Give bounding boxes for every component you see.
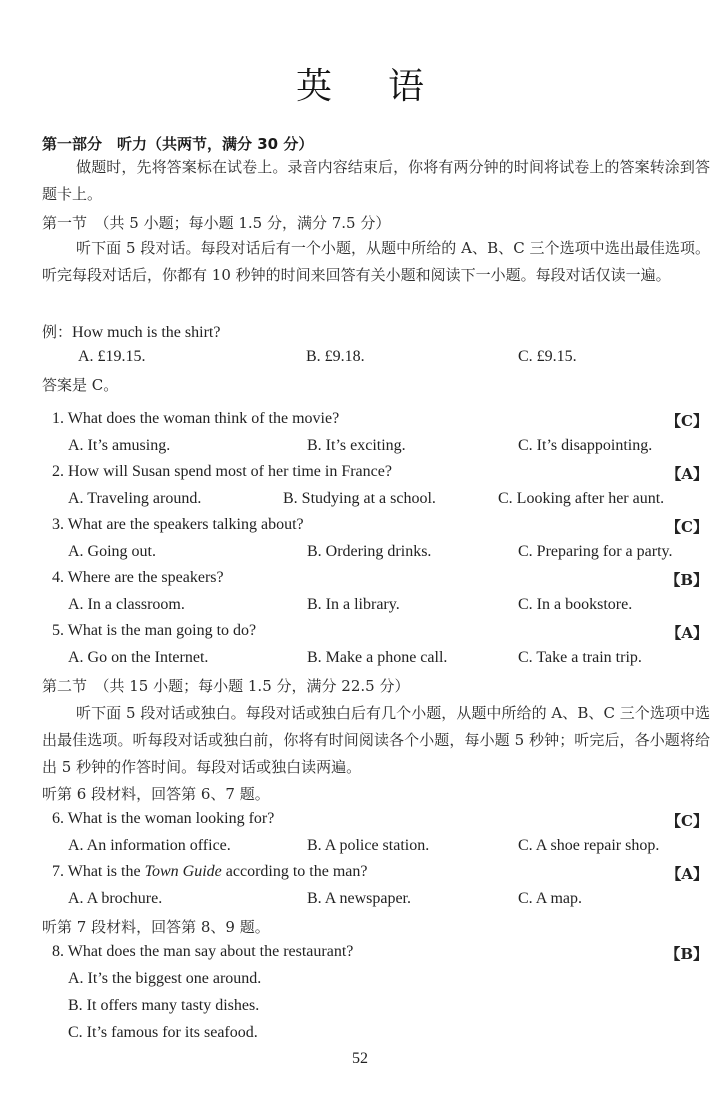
section1-instructions: 听下面 5 段对话。每段对话后有一个小题，从题中所给的 A、B、C 三个选项中选出最佳选项。听完每段对话后，你都有 10 秒钟的时间来回答有关小题和阅读下一小题。每段对话仅读一遍。 bbox=[42, 239, 710, 284]
answer-1: 【C】 bbox=[666, 412, 708, 430]
q1-option-c: C. It’s disappointing. bbox=[518, 437, 653, 454]
answer-4: 【B】 bbox=[665, 571, 708, 589]
q2-option-b: B. Studying at a school. bbox=[283, 490, 436, 507]
q3-option-b: B. Ordering drinks. bbox=[307, 543, 432, 560]
q5-option-a: A. Go on the Internet. bbox=[68, 649, 209, 666]
answer-2: 【A】 bbox=[666, 465, 708, 483]
q6-option-b: B. A police station. bbox=[307, 837, 430, 854]
page-title bbox=[0, 58, 720, 109]
section1-heading: 第一节 （共 5 小题；每小题 1.5 分，满分 7.5 分） bbox=[42, 214, 391, 232]
answer-6: 【C】 bbox=[666, 812, 708, 830]
question-6: 6. What is the woman looking for? bbox=[52, 810, 275, 827]
q8-option-a: A. It’s the biggest one around. bbox=[68, 970, 262, 987]
material-6-instruction: 听第 6 段材料，回答第 6、7 题。 bbox=[42, 785, 270, 803]
question-3: 3. What are the speakers talking about? bbox=[52, 516, 304, 533]
answer-7: 【A】 bbox=[666, 865, 708, 883]
q4-option-c: C. In a bookstore. bbox=[518, 596, 633, 613]
part1-heading: 第一部分 听力（共两节，满分 30 分） bbox=[42, 135, 314, 153]
example-option-a: A. £19.15. bbox=[78, 348, 146, 365]
question-8: 8. What does the man say about the restaurant? bbox=[52, 943, 354, 960]
example-answer: 答案是 C。 bbox=[42, 376, 119, 394]
q6-option-a: A. An information office. bbox=[68, 837, 231, 854]
q5-option-c: C. Take a train trip. bbox=[518, 649, 642, 666]
q4-option-a: A. In a classroom. bbox=[68, 596, 185, 613]
question-7: 7. What is the Town Guide according to the man? bbox=[52, 863, 368, 880]
example-option-b: B. £9.18. bbox=[306, 348, 365, 365]
title-char-1: 英 bbox=[295, 66, 332, 107]
question-4: 4. Where are the speakers? bbox=[52, 569, 224, 586]
question-2: 2. How will Susan spend most of her time in France? bbox=[52, 463, 392, 480]
q1-option-b: B. It’s exciting. bbox=[307, 437, 406, 454]
part1-instructions: 做题时，先将答案标在试卷上。录音内容结束后，你将有两分钟的时间将试卷上的答案转涂到答题卡上。 bbox=[42, 158, 710, 203]
town-guide-title: Town Guide bbox=[144, 863, 222, 880]
question-1: 1. What does the woman think of the movie? bbox=[52, 410, 340, 427]
q1-option-a: A. It’s amusing. bbox=[68, 437, 171, 454]
example-question: 例：How much is the shirt? bbox=[42, 323, 221, 341]
example-option-c: C. £9.15. bbox=[518, 348, 577, 365]
material-7-instruction: 听第 7 段材料，回答第 8、9 题。 bbox=[42, 918, 270, 936]
answer-3: 【C】 bbox=[666, 518, 708, 536]
section2-heading: 第二节 （共 15 小题；每小题 1.5 分，满分 22.5 分） bbox=[42, 677, 410, 695]
q8-option-c: C. It’s famous for its seafood. bbox=[68, 1024, 258, 1041]
q2-option-c: C. Looking after her aunt. bbox=[498, 490, 665, 507]
question-5: 5. What is the man going to do? bbox=[52, 622, 257, 639]
section2-instructions: 听下面 5 段对话或独白。每段对话或独白后有几个小题，从题中所给的 A、B、C 三个选项中选出最佳选项。听每段对话或独白前，你将有时间阅读各个小题，每小题 5 秒钟；听完后，各小题将给出 5 秒钟的作答时间。每段对话或独白读两遍。 bbox=[42, 704, 710, 776]
q7-option-c: C. A map. bbox=[518, 890, 583, 907]
q3-option-c: C. Preparing for a party. bbox=[518, 543, 673, 560]
page-number: 52 bbox=[352, 1050, 368, 1067]
title-char-2: 语 bbox=[388, 66, 425, 107]
q7-option-a: A. A brochure. bbox=[68, 890, 163, 907]
answer-5: 【A】 bbox=[666, 624, 708, 642]
answer-8: 【B】 bbox=[665, 945, 708, 963]
q6-option-c: C. A shoe repair shop. bbox=[518, 837, 660, 854]
q3-option-a: A. Going out. bbox=[68, 543, 156, 560]
q7-option-b: B. A newspaper. bbox=[307, 890, 411, 907]
q4-option-b: B. In a library. bbox=[307, 596, 400, 613]
q5-option-b: B. Make a phone call. bbox=[307, 649, 448, 666]
q2-option-a: A. Traveling around. bbox=[68, 490, 202, 507]
q8-option-b: B. It offers many tasty dishes. bbox=[68, 997, 260, 1014]
